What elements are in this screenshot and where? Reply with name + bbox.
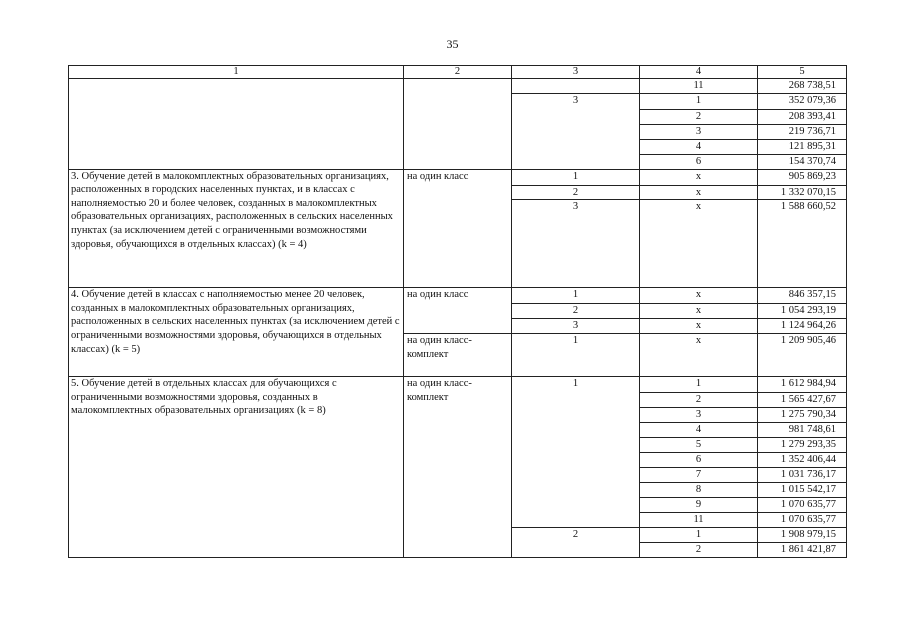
section-4-unit-class-set: на один класс-комплект xyxy=(404,334,512,377)
cell-col3: 3 xyxy=(512,200,640,288)
cell-value: 1 352 406,44 xyxy=(758,453,847,468)
cell-col4: х xyxy=(640,304,758,319)
cell-col4: 11 xyxy=(640,513,758,528)
cell-value: 1 275 790,34 xyxy=(758,408,847,423)
section-3-unit: на один класс xyxy=(404,169,512,288)
cell-col3: 2 xyxy=(512,304,640,319)
table-row xyxy=(69,79,847,94)
cell-value: 1 588 660,52 xyxy=(758,200,847,288)
cell-value: 905 869,23 xyxy=(758,169,847,185)
cell-value: 1 209 905,46 xyxy=(758,334,847,377)
cell-value: 1 070 635,77 xyxy=(758,513,847,528)
cell-col4: 11 xyxy=(640,79,758,94)
section-3-description: 3. Обучение детей в малокомплектных образовательных организациях, расположенных в городских населенных пунктах, и в классах с наполняемостью 20 и более человек, созданных в малокомплектных образовательных организациях, расположенных в сельских населенных пунктах (за исключением детей с ограниченными возможностями здоровья, обучающихся в отдельных классах) (k = 4) xyxy=(69,169,404,288)
cell-col4: 5 xyxy=(640,438,758,453)
cell-value: 1 861 421,87 xyxy=(758,543,847,558)
header-col-1: 1 xyxy=(69,66,404,79)
cell-col3: 3 xyxy=(512,93,640,169)
cell-col4: 6 xyxy=(640,453,758,468)
cell-col4: 2 xyxy=(640,393,758,408)
cell-col4: 3 xyxy=(640,124,758,139)
cell-value: 1 908 979,15 xyxy=(758,528,847,543)
cell-col4: 4 xyxy=(640,139,758,154)
cell-col4: 1 xyxy=(640,528,758,543)
cell-col4: 8 xyxy=(640,483,758,498)
cell-col4: 4 xyxy=(640,423,758,438)
table-row xyxy=(69,377,847,393)
cell-value: 1 565 427,67 xyxy=(758,393,847,408)
header-row xyxy=(69,66,847,79)
cell-value: 1 279 293,35 xyxy=(758,438,847,453)
cell-value: 1 070 635,77 xyxy=(758,498,847,513)
header-col-4: 4 xyxy=(640,66,758,79)
cell-col4: х xyxy=(640,185,758,200)
cell-col3: 1 xyxy=(512,288,640,304)
continuation-col3-cell xyxy=(512,79,640,94)
continuation-unit-cell xyxy=(404,79,512,170)
table-row xyxy=(69,288,847,304)
cell-col4: х xyxy=(640,288,758,304)
cell-col4: х xyxy=(640,334,758,377)
cell-col3: 3 xyxy=(512,319,640,334)
cell-value: 1 031 736,17 xyxy=(758,468,847,483)
cell-value: 1 015 542,17 xyxy=(758,483,847,498)
cell-col3: 2 xyxy=(512,185,640,200)
cell-col4: х xyxy=(640,200,758,288)
cell-value: 121 895,31 xyxy=(758,139,847,154)
cell-value: 1 332 070,15 xyxy=(758,185,847,200)
funding-table xyxy=(68,65,847,558)
header-col-5: 5 xyxy=(758,66,847,79)
header-col-2: 2 xyxy=(404,66,512,79)
cell-col4: 7 xyxy=(640,468,758,483)
cell-value: 352 079,36 xyxy=(758,93,847,109)
header-col-3: 3 xyxy=(512,66,640,79)
section-4-unit-class: на один класс xyxy=(404,288,512,334)
cell-value: 1 054 293,19 xyxy=(758,304,847,319)
cell-col3: 1 xyxy=(512,169,640,185)
cell-col4: х xyxy=(640,319,758,334)
cell-value: 208 393,41 xyxy=(758,109,847,124)
page-number: 35 xyxy=(446,37,459,51)
section-5-unit: на один класс-комплект xyxy=(404,377,512,558)
cell-col4: 2 xyxy=(640,109,758,124)
cell-col4: 1 xyxy=(640,93,758,109)
cell-col3: 1 xyxy=(512,377,640,528)
cell-value: 981 748,61 xyxy=(758,423,847,438)
cell-value: 846 357,15 xyxy=(758,288,847,304)
cell-col4: 3 xyxy=(640,408,758,423)
cell-value: 1 124 964,26 xyxy=(758,319,847,334)
section-5-description: 5. Обучение детей в отдельных классах для обучающихся с ограниченными возможностями здоровья, созданных в малокомплектных образовательных организациях (k = 8) xyxy=(69,377,404,558)
cell-value: 1 612 984,94 xyxy=(758,377,847,393)
continuation-desc-cell xyxy=(69,79,404,170)
cell-col4: 2 xyxy=(640,543,758,558)
cell-col4: 6 xyxy=(640,154,758,169)
table-row xyxy=(69,169,847,185)
section-4-description: 4. Обучение детей в классах с наполняемостью менее 20 человек, созданных в малокомплектных образовательных организациях, расположенных в сельских населенных пунктах (за исключением детей с ограниченными возможностями здоровья, обучающихся в отдельных классах) (k = 5) xyxy=(69,288,404,377)
cell-col3: 2 xyxy=(512,528,640,558)
cell-value: 154 370,74 xyxy=(758,154,847,169)
cell-col4: 9 xyxy=(640,498,758,513)
cell-col3: 1 xyxy=(512,334,640,377)
cell-col4: х xyxy=(640,169,758,185)
cell-value: 268 738,51 xyxy=(758,79,847,94)
cell-value: 219 736,71 xyxy=(758,124,847,139)
cell-col4: 1 xyxy=(640,377,758,393)
